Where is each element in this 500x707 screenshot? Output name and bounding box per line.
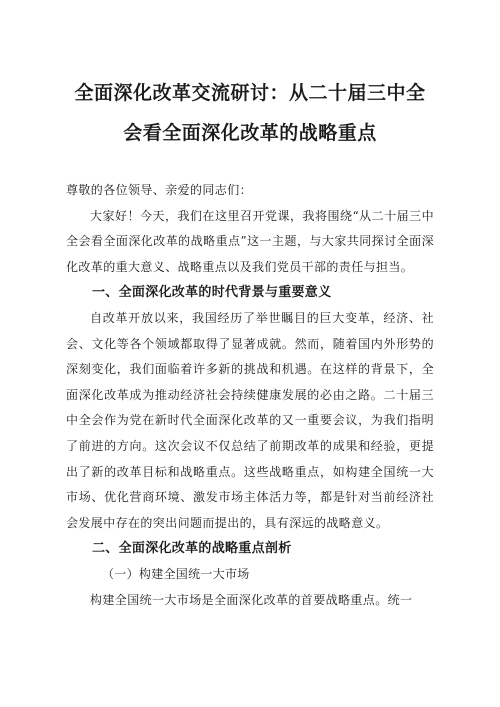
- subsection-1-heading: （一）构建全国统一大市场: [102, 566, 250, 581]
- document-title-line-2: 会看全面深化改革的战略重点: [123, 122, 377, 144]
- section-2-heading: 二、全面深化改革的战略重点剖析: [92, 541, 292, 557]
- section-1-paragraph: 自改革开放以来，我国经历了举世瞩目的巨大变革，经济、社会、文化等各个领域都取得了显著成就。然而，随着国内外形势的深刻变化，我们面临着许多新的挑战和机遇。在这样的背景下，全面深化改革成为推动经济社会持续健康发展的必由之路。二十届三中全会作为党在新时代全面深化改革的又一重要会议，为我们指明了前进的方向。这次会议不仅总结了前期改革的成果和经验，更提出了新的改革目标和战略重点。这些战略重点，如构建全国统一大市场、优化营商环境、激发市场主体活力等，都是针对当前经济社会发展中存在的突出问题而提出的，具有深远的战略意义。: [66, 310, 434, 530]
- document-body: [66, 178, 434, 613]
- salutation: 尊敬的各位领导、亲爱的同志们：: [66, 183, 253, 197]
- section-1-heading: 一、全面深化改革的时代背景与重要意义: [92, 285, 332, 301]
- intro-paragraph: 大家好！今天，我们在这里召开党课，我将围绕“从二十届三中全会看全面深化改革的战略重点”这一主题，与大家共同探讨全面深化改革的重大意义、战略重点以及我们党员干部的责任与担当。: [66, 208, 434, 274]
- subsection-1-paragraph: 构建全国统一大市场是全面深化改革的首要战略重点。统一: [90, 592, 413, 607]
- document-title-line-1: 全面深化改革交流研讨：从二十届三中全: [74, 82, 426, 104]
